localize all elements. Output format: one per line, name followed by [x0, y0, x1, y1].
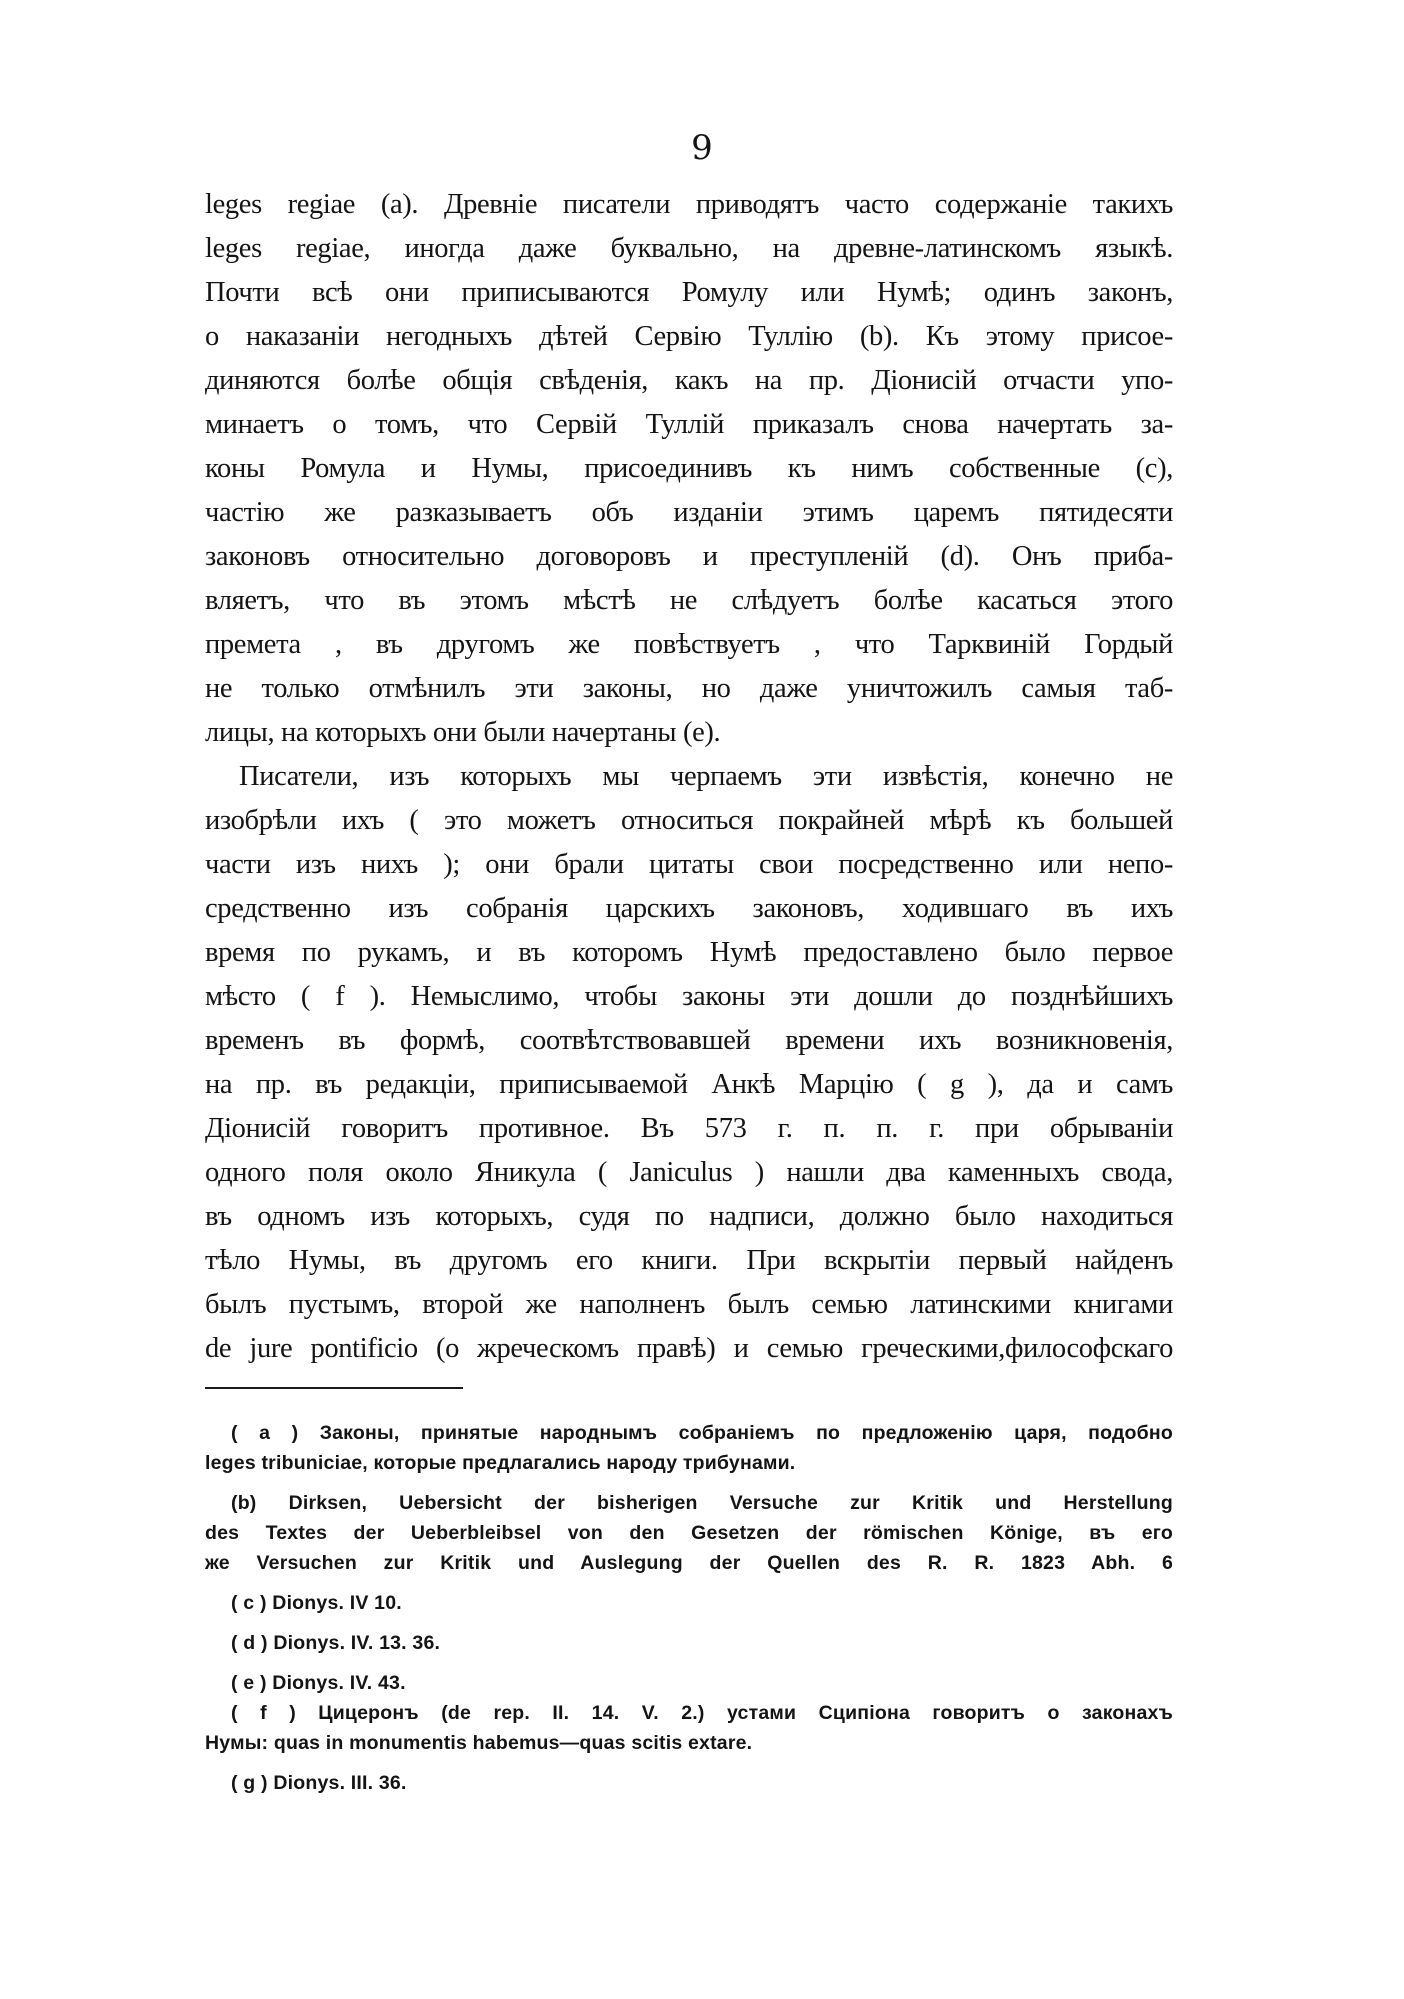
text-line: Діонисій говоритъ противное. Въ 573 г. п. п. г. при обрываніи — [205, 1113, 1173, 1144]
text-line: тѣло Нумы, въ другомъ его книги. При вскрытіи первый найденъ — [205, 1245, 1173, 1276]
text-line: въ одномъ изъ которыхъ, судя по надписи, должно было находиться — [205, 1201, 1173, 1232]
text-line: мѣсто ( f ). Немыслимо, чтобы законы эти дошли до позднѣйшихъ — [205, 981, 1173, 1012]
text-line: leges regiae (a). Древніе писатели приводятъ часто содержаніе такихъ — [205, 189, 1173, 220]
text-line: частію же разказываетъ объ изданіи этимъ царемъ пятидесяти — [205, 497, 1173, 528]
main-text — [205, 183, 1173, 1371]
text-line: средственно изъ собранія царскихъ законовъ, ходившаго въ ихъ — [205, 893, 1173, 924]
footnote-a-cont: leges tribuniciae, которые предлагались народу трибунами. — [205, 1452, 796, 1474]
text-line: не только отмѣнилъ эти законы, но даже уничтожилъ самыя таб- — [205, 673, 1173, 704]
footnote-g: ( g ) Dionys. III. 36. — [231, 1772, 407, 1794]
text-line: былъ пустымъ, второй же наполненъ былъ семью латинскими книгами — [205, 1289, 1173, 1320]
text-line: диняются болѣе общія свѣденія, какъ на пр. Діонисій отчасти упо- — [205, 365, 1173, 396]
text-line: лицы, на которыхъ они были начертаны (e). — [205, 717, 721, 748]
footnote-e: ( e ) Dionys. IV. 43. — [231, 1672, 406, 1694]
text-line: leges regiae, иногда даже буквально, на древне-латинскомъ языкѣ. — [205, 233, 1173, 264]
text-line: одного поля около Яникула ( Janiculus ) нашли два каменныхъ свода, — [205, 1157, 1173, 1188]
text-line: премета , въ другомъ же повѣствуетъ , что Тарквиній Гордый — [205, 629, 1173, 660]
footnote-a: ( a ) Законы, принятые народнымъ собраніемъ по предложенію царя, подобно — [231, 1422, 1173, 1444]
text-line: изобрѣли ихъ ( это можетъ относиться покрайней мѣрѣ къ большей — [205, 805, 1173, 836]
text-line: временъ въ формѣ, соотвѣтствовавшей времени ихъ возникновенія, — [205, 1025, 1173, 1056]
footnote-divider — [205, 1387, 463, 1389]
footnote-d: ( d ) Dionys. IV. 13. 36. — [231, 1632, 441, 1654]
text-line: на пр. въ редакціи, приписываемой Анкѣ Марцію ( g ), да и самъ — [205, 1069, 1173, 1100]
page-number: 9 — [691, 128, 713, 168]
footnotes — [205, 1418, 1173, 1798]
text-line: de jure pontificio (о жреческомъ правѣ) и семью греческими,философскаго — [205, 1333, 1173, 1364]
footnote-c: ( c ) Dionys. IV 10. — [231, 1592, 402, 1614]
footnote-b: (b) Dirksen, Uebersicht der bisherigen Versuche zur Kritik und Herstellung — [231, 1492, 1173, 1514]
text-line: коны Ромула и Нумы, присоединивъ къ нимъ собственные (c), — [205, 453, 1173, 484]
text-line: о наказаніи негодныхъ дѣтей Сервію Туллію (b). Къ этому присое- — [205, 321, 1173, 352]
text-line: законовъ относительно договоровъ и преступленій (d). Онъ приба- — [205, 541, 1173, 572]
text-line: вляетъ, что въ этомъ мѣстѣ не слѣдуетъ болѣе касаться этого — [205, 585, 1173, 616]
footnote-f: ( f ) Цицеронъ (de rep. II. 14. V. 2.) устами Сципіона говоритъ о законахъ — [231, 1702, 1173, 1724]
footnote-b-cont: же Versuchen zur Kritik und Auslegung der Quellen des R. R. 1823 Abh. 6 — [205, 1552, 1173, 1574]
text-line: минаетъ о томъ, что Сервій Туллій приказалъ снова начертать за- — [205, 409, 1173, 440]
footnote-b-cont: des Textes der Ueberbleibsel von den Gesetzen der römischen Könige, въ его — [205, 1522, 1173, 1544]
text-line: Почти всѣ они приписываются Ромулу или Нумѣ; одинъ законъ, — [205, 277, 1173, 308]
text-line: части изъ нихъ ); они брали цитаты свои посредственно или непо- — [205, 849, 1173, 880]
paragraph-start-line: Писатели, изъ которыхъ мы черпаемъ эти извѣстія, конечно не — [239, 761, 1173, 792]
footnote-f-cont: Нумы: quas in monumentis habemus—quas scitis extare. — [205, 1732, 753, 1754]
text-line: время по рукамъ, и въ которомъ Нумѣ предоставлено было первое — [205, 937, 1173, 968]
